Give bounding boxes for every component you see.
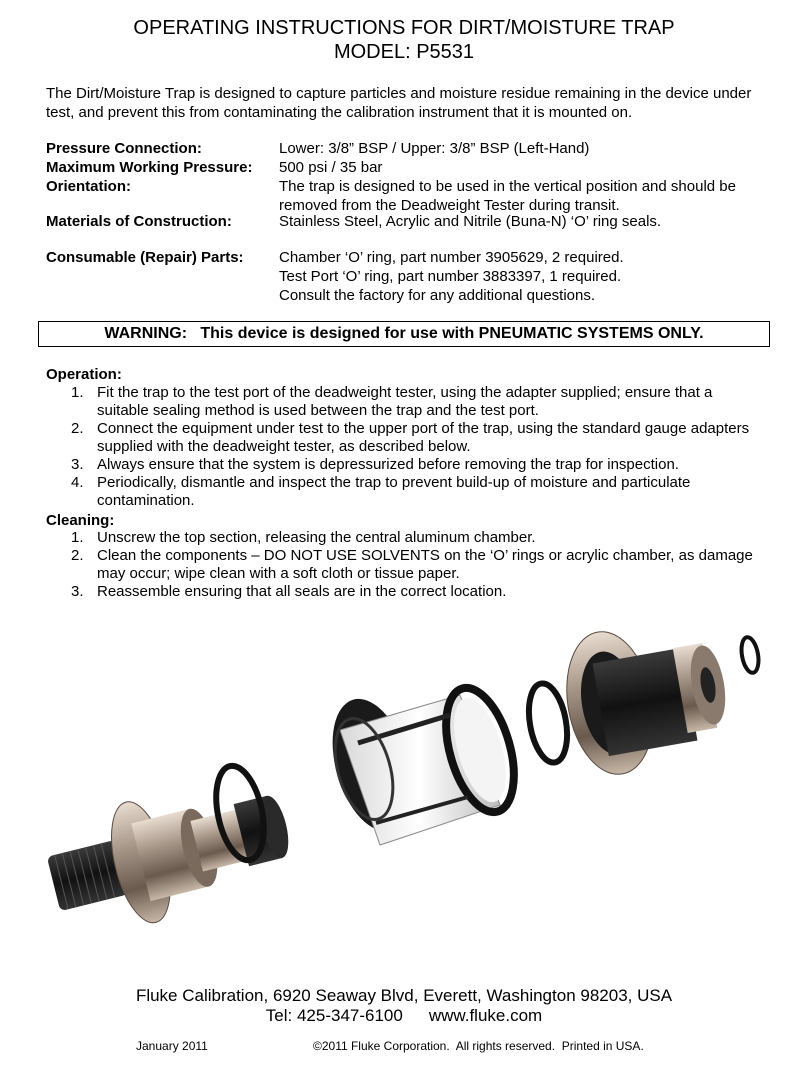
spec-value-max-pressure: 500 psi / 35 bar	[279, 159, 383, 176]
spec-label-consumables: Consumable (Repair) Parts:	[46, 249, 244, 266]
cleaning-heading: Cleaning:	[46, 512, 115, 529]
footer-contact	[0, 1005, 808, 1026]
operation-steps	[46, 384, 766, 510]
intro-paragraph: The Dirt/Moisture Trap is designed to capture particles and moisture residue remaining in the device under test, and prevent this from contaminating the calibration instrument that it is mounted on.	[46, 85, 752, 121]
list-item: 3. Always ensure that the system is depressurized before removing the trap for inspection.	[71, 456, 679, 473]
footer-copyright: ©2011 Fluke Corporation. All rights reserved. Printed in USA.	[313, 1039, 644, 1053]
list-item: 3. Reassemble ensuring that all seals are in the correct location.	[71, 583, 507, 600]
list-item: 4. Periodically, dismantle and inspect the trap to prevent build-up of moisture and particulate contamination.	[71, 474, 691, 509]
acrylic-chamber	[319, 680, 527, 845]
list-item: 1. Fit the trap to the test port of the deadweight tester, using the adapter supplied; ensure that a suitable sealing method is used between the trap and the test port.	[71, 384, 713, 419]
spec-value-pressure-connection: Lower: 3/8” BSP / Upper: 3/8” BSP (Left-Hand)	[279, 140, 590, 157]
exploded-view-illustration	[40, 615, 780, 945]
operation-heading: Operation:	[46, 366, 122, 383]
footer-tel: Tel: 425-347-6100	[265, 1006, 403, 1025]
footer-address: Fluke Calibration, 6920 Seaway Blvd, Everett, Washington 98203, USA	[135, 986, 673, 1005]
spec-label-orientation: Orientation:	[46, 178, 131, 195]
upper-fitting	[556, 625, 731, 781]
spec-value-consumable-3: Consult the factory for any additional questions.	[279, 287, 596, 304]
o-ring	[739, 636, 761, 674]
document-title: OPERATING INSTRUCTIONS FOR DIRT/MOISTURE TRAP	[133, 17, 675, 39]
spec-value-materials: Stainless Steel, Acrylic and Nitrile (Buna-N) ‘O’ ring seals.	[279, 213, 662, 230]
spec-label-pressure-connection: Pressure Connection:	[46, 140, 202, 157]
model-number: MODEL: P5531	[333, 41, 475, 63]
spec-value-consumable-2: Test Port ‘O’ ring, part number 3883397, 1 required.	[279, 268, 622, 285]
o-ring	[523, 680, 572, 765]
spec-value-orientation: The trap is designed to be used in the vertical position and should be removed from the Deadweight Tester during transit.	[279, 178, 736, 214]
footer-website: www.fluke.com	[428, 1006, 543, 1025]
spec-label-materials: Materials of Construction:	[46, 213, 232, 230]
warning-box: WARNING: This device is designed for use with PNEUMATIC SYSTEMS ONLY.	[38, 321, 770, 347]
footer-date: January 2011	[136, 1039, 208, 1053]
list-item: 2. Clean the components – DO NOT USE SOLVENTS on the ‘O’ rings or acrylic chamber, as damage may occur; wipe clean with a soft cloth or tissue paper.	[71, 547, 753, 582]
lower-fitting	[40, 766, 301, 944]
list-item: 1. Unscrew the top section, releasing the central aluminum chamber.	[71, 529, 536, 546]
spec-value-consumable-1: Chamber ‘O’ ring, part number 3905629, 2 required.	[279, 249, 624, 266]
cleaning-steps	[46, 529, 766, 601]
list-item: 2. Connect the equipment under test to the upper port of the trap, using the standard gauge adapters supplied with the deadweight tester, as described below.	[71, 420, 750, 455]
spec-label-max-pressure: Maximum Working Pressure:	[46, 159, 253, 176]
